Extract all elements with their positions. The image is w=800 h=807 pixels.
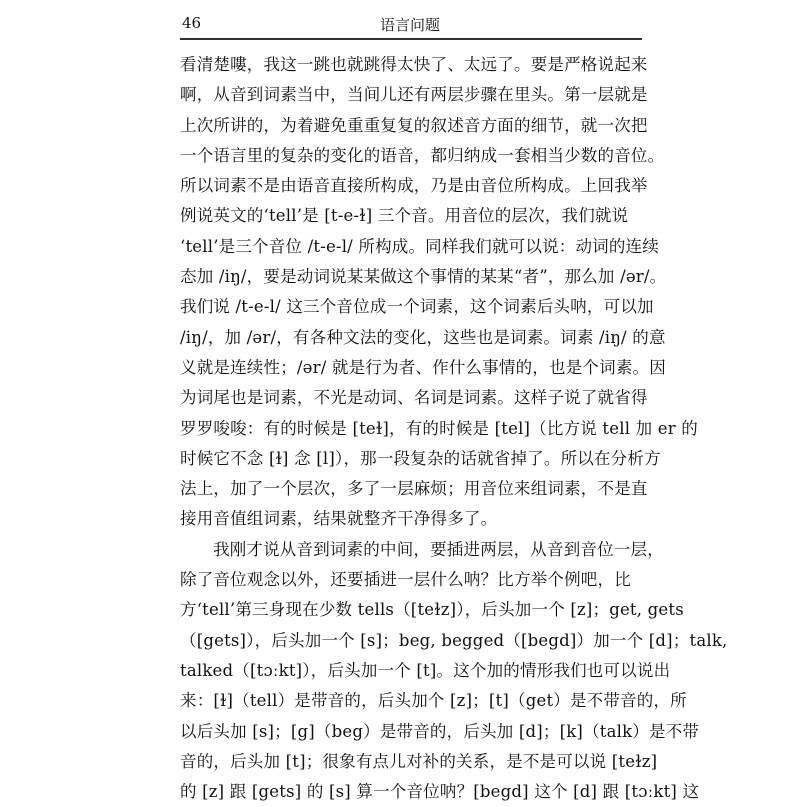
text-line: 一个语言里的复杂的变化的语音，都归纳成一套相当少数的音位。 bbox=[180, 145, 665, 165]
text-line: 方‘tell’第三身现在少数 tells（[teɫz]），后头加一个 [z]；get, gets bbox=[180, 600, 684, 620]
text-line: 为词尾也是词素，不光是动词、名词是词素。这样子说了就省得 bbox=[180, 388, 648, 408]
text-line: 接用音值组词素，结果就整齐干净得多了。 bbox=[180, 509, 498, 529]
text-line: 罗罗唆唆：有的时候是 [teɫ]，有的时候是 [tel]（比方说 tell 加 er 的 bbox=[180, 418, 698, 438]
text-line: 来：[ɫ]（tell）是带音的，后头加个 [z]；[t]（get）是不带音的，所 bbox=[180, 691, 687, 711]
text-line: 看清楚嘍，我这一跳也就跳得太快了、太远了。要是严格说起来 bbox=[180, 55, 648, 74]
text-line: 例说英文的‘tell’是 [t-e-ɫ] 三个音。用音位的层次，我们就说 bbox=[180, 206, 629, 226]
running-head: 语言问题 bbox=[380, 16, 441, 34]
header-rule bbox=[180, 38, 642, 40]
text-line: /iŋ/，加 /ər/，有各种文法的变化，这些也是词素。词素 /iŋ/ 的意 bbox=[180, 327, 666, 347]
body-text bbox=[180, 50, 728, 807]
page-header bbox=[180, 10, 640, 40]
text-line: 我刚才说从音到词素的中间，要插进两层，从音到音位一层， bbox=[213, 539, 664, 559]
text-line: 音的，后头加 [t]；很象有点儿对补的关系，是不是可以说 [teɫz] bbox=[180, 751, 658, 771]
text-line: 法上，加了一个层次，多了一层麻烦；用音位来组词素，不是直 bbox=[180, 479, 648, 499]
paragraph-2 bbox=[180, 535, 728, 807]
page-number: 46 bbox=[182, 14, 202, 32]
text-line: talked（[tɔːkt]），后头加一个 [t]。这个加的情形我们也可以说出 bbox=[180, 660, 671, 680]
text-line: 啊，从音到词素当中，当间儿还有两层步骤在里头。第一层就是 bbox=[180, 85, 648, 105]
text-line: 除了音位观念以外，还要插进一层什么呐？比方举个例吧，比 bbox=[180, 570, 631, 590]
text-line: 时候它不念 [ɫ] 念 [l]），那一段复杂的话就省掉了。所以在分析方 bbox=[180, 448, 661, 468]
text-line: 义就是连续性；/ər/ 就是行为者、作什么事情的，也是个词素。因 bbox=[180, 357, 666, 377]
text-line: 以后头加 [s]；[g]（beg）是带音的，后头加 [d]；[k]（talk）是不带 bbox=[180, 721, 700, 741]
text-line: （[gets]），后头加一个 [s]；beg, begged（[begd]）加一个 [d]；talk, bbox=[180, 630, 728, 650]
text-line: 我们说 /t-e-l/ 这三个音位成一个词素，这个词素后头呐，可以加 bbox=[180, 297, 654, 317]
text-line: 上次所讲的，为着避免重重复复的叙述音方面的细节，就一次把 bbox=[180, 115, 648, 135]
text-line: 所以词素不是由语音直接所构成，乃是由音位所构成。上回我举 bbox=[180, 176, 648, 196]
text-line: 态加 /iŋ/，要是动词说某某做这个事情的某某“者”，那么加 /ər/。 bbox=[180, 267, 667, 287]
text-line: ‘tell’是三个音位 /t-e-l/ 所构成。同样我们就可以说：动词的连续 bbox=[180, 236, 659, 256]
paragraph-1 bbox=[180, 50, 698, 535]
text-line: 的 [z] 跟 [gets] 的 [s] 算一个音位呐？[begd] 这个 [d] 跟 [tɔːkt] 这 bbox=[180, 782, 700, 802]
